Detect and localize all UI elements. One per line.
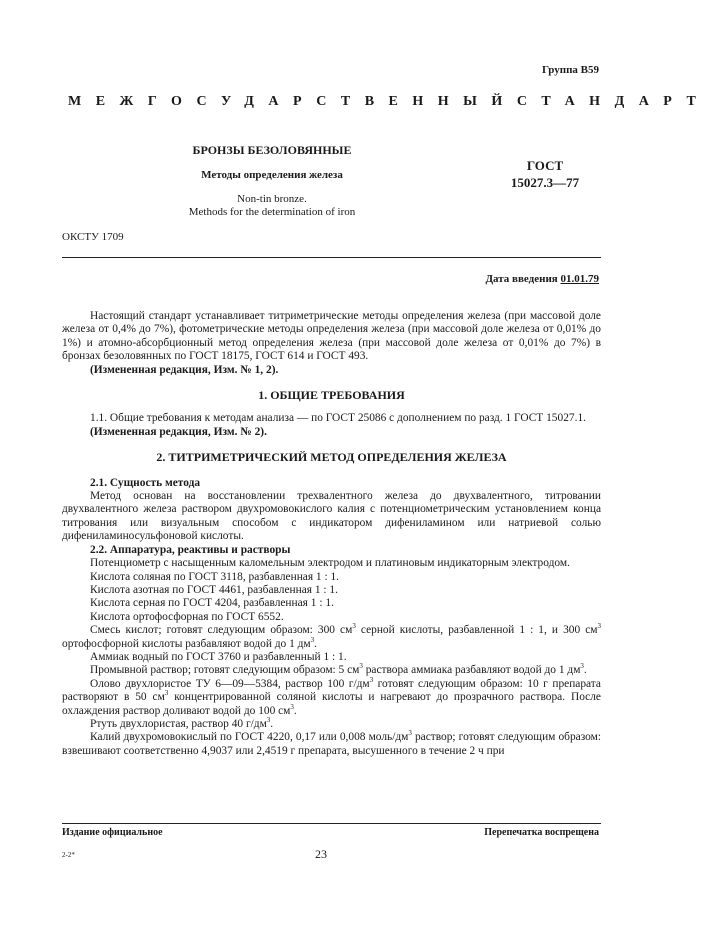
tin-chloride-part: концентрированной соляной кислоты и нагревают до прозрачного раствора. После охлаждения раствор доливают водой до 100 см (62, 691, 601, 717)
footer-code: 2-2* (62, 851, 75, 859)
tin-chloride-part: . (293, 704, 297, 717)
header-divider (62, 257, 601, 258)
tin-chloride-part: готовят следующим образом: 10 г препарата растворяют в 50 см (62, 677, 601, 704)
section-2-1-title: 2.1. Сущность метода (90, 476, 201, 489)
intro-edit-note: (Измененная редакция, Изм. № 1, 2). (90, 363, 279, 376)
superscript: 3 (352, 622, 356, 631)
superscript: 3 (580, 662, 584, 671)
group-code: Группа В59 (541, 64, 599, 76)
document-body (62, 310, 601, 758)
footer-reprint-prohibited: Перепечатка воспрещена (484, 827, 599, 838)
superscript: 3 (290, 702, 294, 711)
mercury-chloride (62, 718, 601, 731)
tin-chloride (62, 675, 601, 718)
mercury-chloride-part: Ртуть двухлористая, раствор 40 г/дм (90, 717, 267, 730)
page-number: 23 (315, 847, 327, 861)
effective-date-label: Дата введения (485, 273, 558, 285)
effective-date (485, 273, 599, 285)
potassium-dichromate-part: Калий двухромовокислый по ГОСТ 4220, 0,17 или 0,008 моль/дм (90, 731, 409, 744)
section-2-2-title: 2.2. Аппаратура, реактивы и растворы (90, 543, 291, 556)
reagent-item: Кислота серная по ГОСТ 4204, разбавленная 1 : 1. (90, 597, 334, 610)
footer-divider (62, 823, 601, 824)
gost-label: ГОСТ (526, 158, 564, 173)
standard-banner (68, 94, 710, 110)
reagent-item: Потенциометр с насыщенным каломельным электродом и платиновым индикаторным электродом. (90, 557, 570, 570)
oksty-code: ОКСТУ 1709 (62, 231, 124, 243)
reagent-item: Кислота соляная по ГОСТ 3118, разбавленная 1 : 1. (90, 570, 340, 583)
section-2-heading: 2. ТИТРИМЕТРИЧЕСКИЙ МЕТОД ОПРЕДЕЛЕНИЯ ЖЕЛЕЗА (156, 450, 507, 465)
section-1-1: 1.1. Общие требования к методам анализа — по ГОСТ 25086 с дополнением по разд. 1 ГОСТ 15027.1. (90, 412, 586, 425)
wash-solution-part: Промывной раствор; готовят следующим образом: 5 см (90, 664, 360, 677)
wash-solution-part: . (583, 664, 587, 677)
potassium-dichromate-part: раствор; готовят следующим образом: взвешивают соответственно 4,9037 или 2,4519 г препарата, высушенного в течение 2 ч при (62, 731, 601, 757)
superscript: 3 (369, 675, 374, 684)
wash-solution (62, 664, 601, 677)
english-title-line-2: Methods for the determination of iron (188, 206, 356, 218)
intro-paragraph: Настоящий стандарт устанавливает титриметрические методы определения железа (при массовой доле железа от 0,4% до 7%), фотометрические методы определения железа (при массовой доле железа от 0,01% до 1%) и атомно-абсорбционный метод определения железа (при массовой доле железа от 0,01% до 7%) в бронзах безоловянных по ГОСТ 18175, ГОСТ 614 и ГОСТ 493. (62, 310, 601, 363)
gost-number (490, 157, 600, 191)
potassium-dichromate (62, 731, 601, 758)
superscript: 3 (408, 729, 412, 738)
superscript: 3 (310, 635, 315, 644)
acid-mixture-part: серной кислоты, разбавленной 1 : 1, и 300 см (355, 624, 598, 637)
tin-chloride-part: Олово двухлористое ТУ 6—09—5384, раствор 100 г/дм (90, 677, 370, 690)
wash-solution-part: раствора аммиака разбавляют водой до 1 дм (362, 664, 581, 677)
acid-mixture-part: ортофосфорной кислоты разбавляют водой до 1 дм (62, 637, 311, 650)
section-1-heading: 1. ОБЩИЕ ТРЕБОВАНИЯ (258, 388, 405, 403)
effective-date-value: 01.01.79 (560, 273, 599, 285)
superscript: 3 (266, 716, 271, 725)
gost-code: 15027.3—77 (510, 175, 580, 190)
banner-interstate: МЕЖГОСУДАРСТВЕННЫЙ (68, 94, 517, 109)
english-title-line-1: Non-tin bronze. (237, 193, 307, 205)
section-2-1-text: Метод основан на восстановлении трехвалентного железа до двухвалентного, титровании двухвалентного железа раствором двухромовокислого калия с потенциометрическим установлением конца титрования или визуальным способом с индикатором дифениламином или натриевой солью дифениламиносульфоновой кислоты. (62, 490, 601, 543)
acid-mixture-part: . (314, 637, 318, 650)
reagent-item: Аммиак водный по ГОСТ 3760 и разбавленный 1 : 1. (90, 650, 347, 663)
section-1-edit-note: (Измененная редакция, Изм. № 2). (90, 425, 267, 438)
mercury-chloride-part: . (270, 717, 274, 730)
acid-mixture-part: Смесь кислот; готовят следующим образом: 300 см (90, 624, 353, 637)
english-title (160, 193, 384, 219)
reagent-item: Кислота ортофосфорная по ГОСТ 6552. (90, 610, 284, 623)
superscript: 3 (359, 662, 363, 671)
superscript: 3 (597, 622, 601, 631)
reagent-item: Кислота азотная по ГОСТ 4461, разбавленная 1 : 1. (90, 583, 338, 596)
superscript: 3 (164, 689, 169, 698)
footer-official-edition: Издание официальное (62, 827, 163, 838)
document-subtitle: Методы определения железа (201, 169, 343, 181)
banner-standard: СТАНДАРТ (516, 94, 710, 109)
document-title: БРОНЗЫ БЕЗОЛОВЯННЫЕ (192, 143, 352, 157)
acid-mixture (62, 624, 601, 651)
